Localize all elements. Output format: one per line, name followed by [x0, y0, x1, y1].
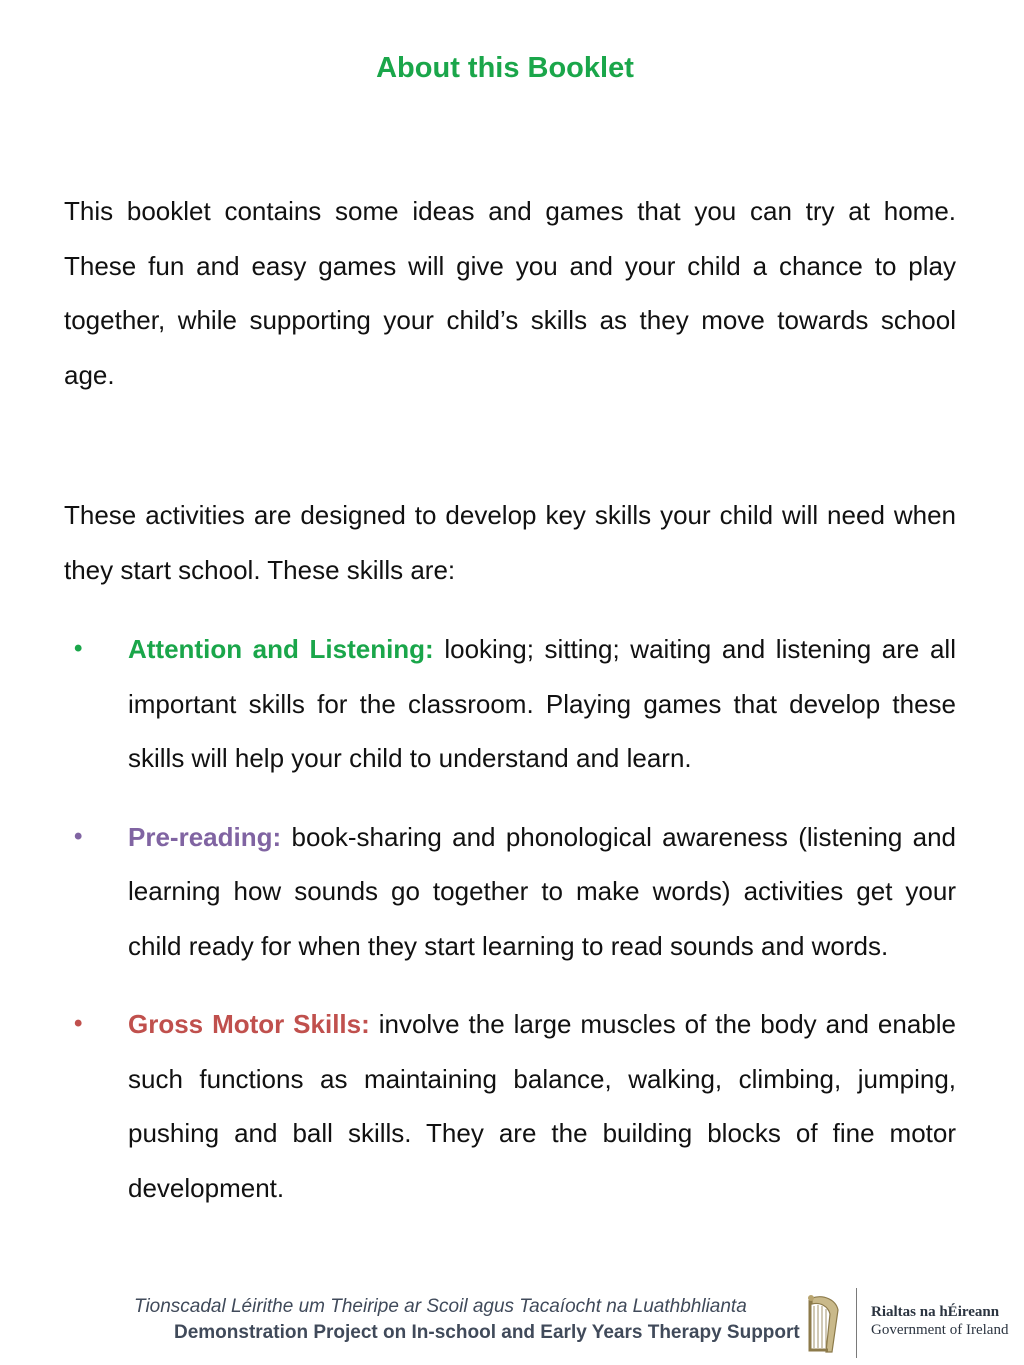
- government-name-irish: Rialtas na hÉireann: [871, 1304, 1000, 1320]
- footer-divider: [856, 1288, 857, 1358]
- footer: [0, 1284, 1024, 1365]
- bullet-icon: •: [74, 635, 83, 662]
- skill-description: looking; sitting; waiting and listening are all important skills for the classroom. Playing games that develop these skills will help your child to understand and learn.: [128, 634, 956, 773]
- skill-name: Pre-reading:: [128, 821, 282, 852]
- project-name-english: Demonstration Project on In-school and Early Years Therapy Support: [174, 1322, 800, 1343]
- bullet-icon: •: [74, 1010, 83, 1037]
- skill-name: Attention and Listening:: [128, 634, 434, 664]
- government-name-english: Government of Ireland: [871, 1322, 1009, 1338]
- harp-icon: [802, 1292, 844, 1356]
- list-item-attention-listening: [64, 622, 956, 786]
- skills-intro-paragraph: These activities are designed to develop key skills your child will need when they start school. These skills are:: [64, 500, 956, 585]
- page-title: About this Booklet: [376, 52, 634, 84]
- list-item-pre-reading: [64, 810, 956, 974]
- project-name-irish: Tionscadal Léirithe um Theiripe ar Scoil agus Tacaíocht na Luathbhlianta: [134, 1296, 747, 1317]
- skill-description: involve the large muscles of the body and enable such functions as maintaining balance, walking, climbing, jumping, pushing and ball skills. They are the building blocks of fine motor development.: [128, 1009, 956, 1203]
- skill-name: Gross Motor Skills:: [128, 1009, 370, 1039]
- skill-description: book-sharing and phonological awareness (listening and learning how sounds go together to make words) activities get your child ready for when they start learning to read sounds and words.: [128, 821, 956, 961]
- bullet-icon: •: [74, 822, 83, 850]
- skills-list: [64, 622, 956, 1239]
- list-item-gross-motor: [64, 997, 956, 1215]
- intro-paragraph: This booklet contains some ideas and games that you can try at home. These fun and easy games will give you and your child a chance to play together, while supporting your child’s skills as they move towards school age.: [64, 196, 956, 390]
